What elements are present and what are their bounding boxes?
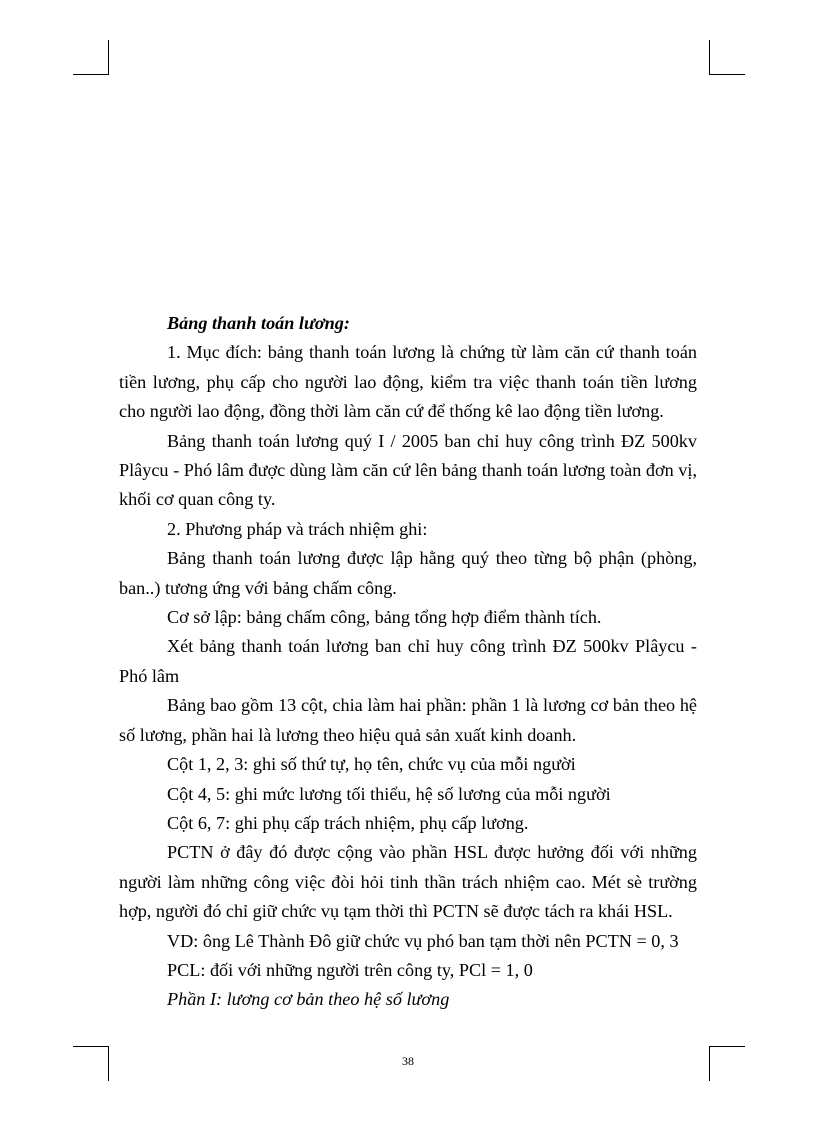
document-body (119, 309, 697, 1015)
paragraph: Cột 1, 2, 3: ghi số thứ tự, họ tên, chức vụ của mỗi người (167, 754, 576, 775)
paragraph: Bảng thanh toán lương quý I / 2005 ban chỉ huy công trình ĐZ 500kv Plâycu - Phó lâm được dùng làm căn cứ lên bảng thanh toán lương toàn đơn vị, khối cơ quan công ty. (119, 430, 697, 510)
paragraph: Cột 4, 5: ghi mức lương tối thiểu, hệ số lương của mỗi người (167, 783, 611, 804)
section-heading: Bảng thanh toán lương: (167, 313, 350, 333)
paragraph: Cơ sở lập: bảng chấm công, bảng tổng hợp điểm thành tích. (167, 607, 602, 628)
subsection-heading: Phần I: lương cơ bản theo hệ số lương (167, 989, 450, 1010)
paragraph: Cột 6, 7: ghi phụ cấp trách nhiệm, phụ cấp lương. (167, 812, 529, 833)
page-number: 38 (402, 1054, 414, 1068)
crop-mark (709, 74, 745, 75)
paragraph: Bảng thanh toán lương được lập hằng quý theo từng bộ phận (phòng, ban..) tương ứng với bảng chấm công. (119, 548, 697, 598)
paragraph: 2. Phương pháp và trách nhiệm ghi: (167, 518, 428, 539)
paragraph: Bảng bao gồm 13 cột, chia làm hai phần: phần 1 là lương cơ bản theo hệ số lương, phần hai là lương theo hiệu quả sản xuất kinh doanh. (119, 695, 697, 745)
paragraph: PCL: đối với những người trên công ty, PCl = 1, 0 (167, 959, 533, 980)
crop-mark (73, 1046, 109, 1047)
crop-mark (709, 40, 710, 75)
crop-mark (108, 40, 109, 75)
paragraph: 1. Mục đích: bảng thanh toán lương là chứng từ làm căn cứ thanh toán tiền lương, phụ cấp cho người lao động, kiểm tra việc thanh toán tiền lương cho người lao động, đồng thời làm căn cứ để thống kê lao động tiền lương. (119, 342, 697, 422)
paragraph: PCTN ở đây đó được cộng vào phần HSL được hưởng đối với những người làm những công việc đòi hỏi tinh thần trách nhiệm cao. Mét sè trường hợp, người đó chỉ giữ chức vụ tạm thời thì PCTN sẽ được tách ra khái HSL. (119, 842, 697, 922)
crop-mark (73, 74, 109, 75)
crop-mark (709, 1046, 745, 1047)
paragraph: Xét bảng thanh toán lương ban chỉ huy công trình ĐZ 500kv Plâycu - Phó lâm (119, 636, 697, 686)
paragraph: VD: ông Lê Thành Đô giữ chức vụ phó ban tạm thời nên PCTN = 0, 3 (167, 930, 679, 951)
